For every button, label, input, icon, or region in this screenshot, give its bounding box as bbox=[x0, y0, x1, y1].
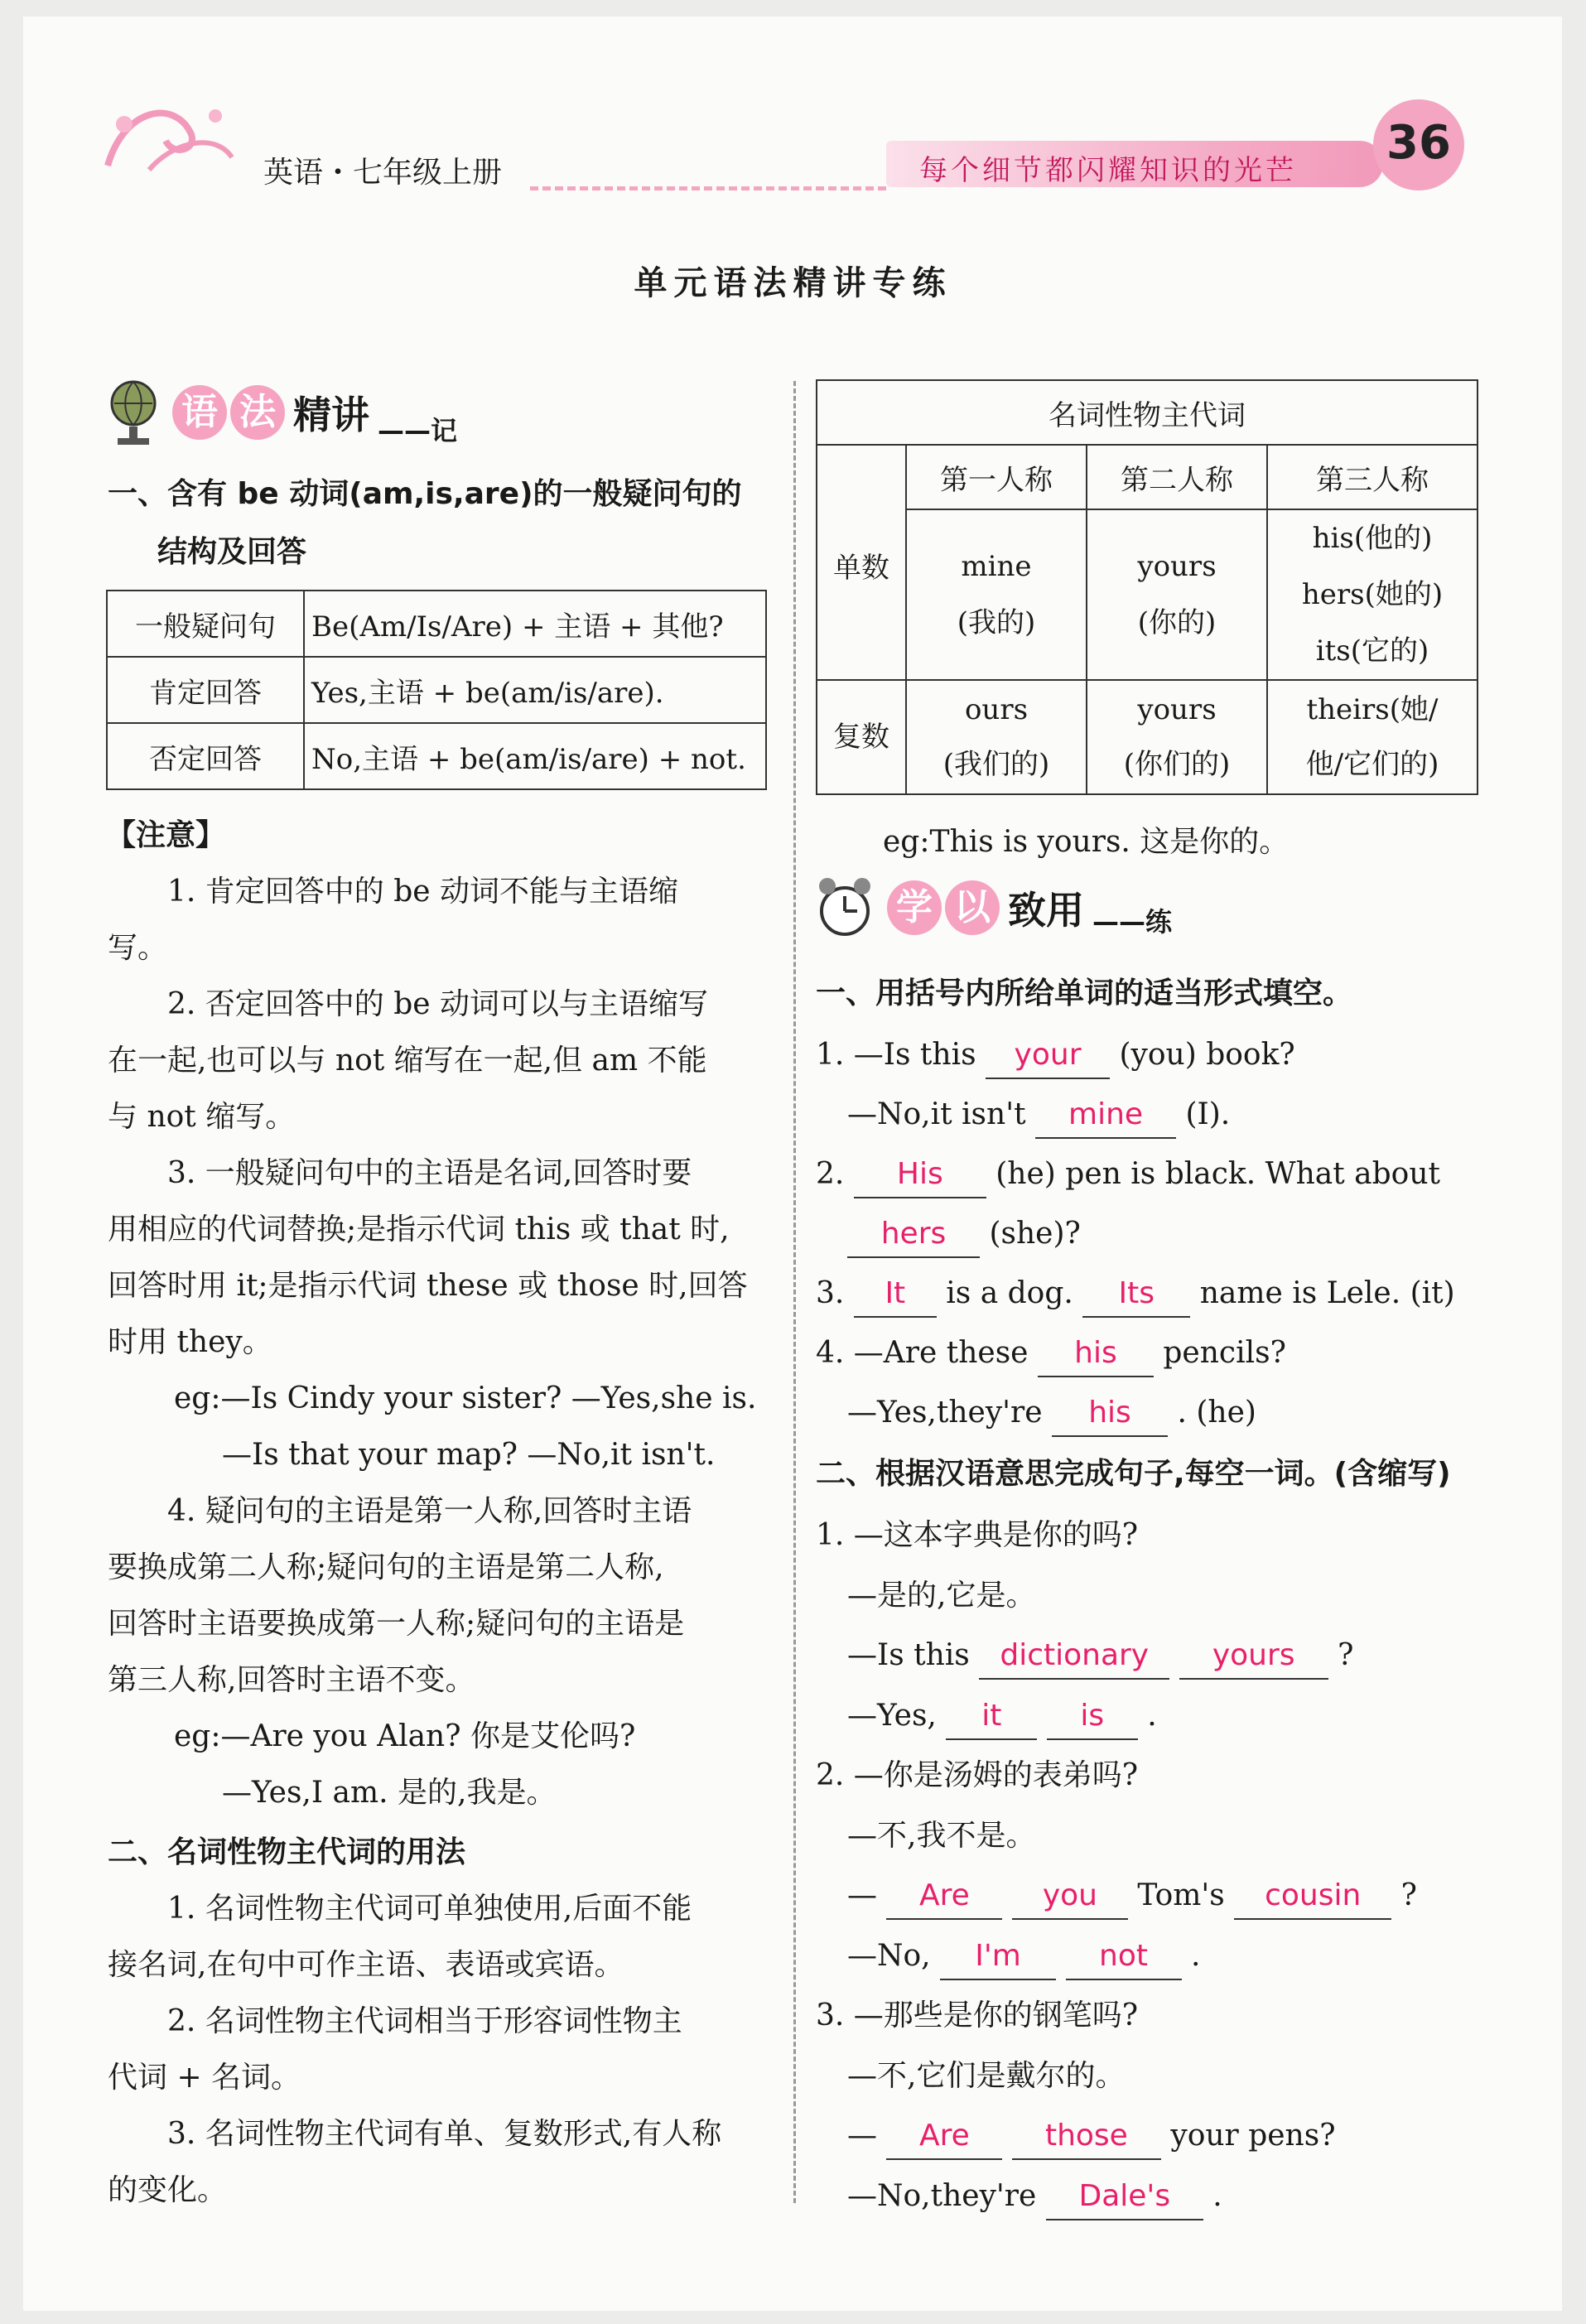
pron-word: yours bbox=[1137, 550, 1217, 583]
header-dashed-rule bbox=[530, 186, 886, 190]
note-line: 写。 bbox=[108, 931, 168, 965]
struct-cell-q-label: 一般疑问句 bbox=[107, 591, 304, 657]
plural-third-cell bbox=[1267, 680, 1478, 794]
book-title: 英语・七年级上册 bbox=[263, 156, 503, 190]
plural-second-cell bbox=[1087, 680, 1267, 794]
pron-gloss: (你们的) bbox=[1123, 748, 1231, 781]
ex2-q2b: —No, I'm not . bbox=[816, 1926, 1478, 1987]
page-number: 36 bbox=[1386, 116, 1451, 170]
answer-blank[interactable]: those bbox=[1012, 2114, 1161, 2160]
ex1-q4a: 4. —Are these his pencils? bbox=[816, 1324, 1478, 1383]
s2-line: 2. 名词性物主代词相当于形容词性物主 bbox=[167, 2004, 682, 2038]
notes-block bbox=[108, 864, 770, 1821]
pron-gloss: (我们的) bbox=[942, 748, 1050, 781]
struct-cell-yes-label: 肯定回答 bbox=[107, 657, 304, 723]
answer-blank[interactable]: is bbox=[1047, 1694, 1138, 1740]
pron-word: mine bbox=[961, 550, 1032, 583]
struct-cell-no-label: 否定回答 bbox=[107, 723, 304, 789]
ex2-q2a: — Are you Tom's cousin ? bbox=[816, 1866, 1478, 1926]
ex1-q1b: —No,it isn't mine (I). bbox=[816, 1085, 1478, 1145]
example-line: eg:—Is Cindy your sister? —Yes,she is. bbox=[174, 1381, 757, 1415]
answer-blank[interactable]: yours bbox=[1179, 1633, 1328, 1680]
plural-label: 复数 bbox=[817, 680, 906, 794]
s2-line: 代词 + 名词。 bbox=[108, 2061, 301, 2095]
note-line: 1. 肯定回答中的 be 动词不能与主语缩 bbox=[167, 875, 679, 909]
note-line: 回答时主语要换成第一人称;疑问句的主语是 bbox=[108, 1607, 685, 1641]
note-line: 要换成第二人称;疑问句的主语是第二人称, bbox=[108, 1550, 664, 1584]
ex2-q2-cn2: —不,我不是。 bbox=[847, 1818, 1036, 1853]
pronoun-example: eg:This is yours. 这是你的。 bbox=[883, 825, 1290, 859]
singular-first-cell bbox=[906, 509, 1087, 680]
head-char-1: 语 bbox=[172, 385, 227, 440]
answer-blank[interactable]: Are bbox=[886, 1873, 1002, 1920]
pron-word: yours bbox=[1137, 693, 1217, 726]
note-line: 4. 疑问句的主语是第一人称,回答时主语 bbox=[167, 1494, 692, 1528]
structure-table bbox=[106, 590, 767, 790]
answer-blank[interactable]: It bbox=[854, 1271, 937, 1318]
singular-second-cell bbox=[1087, 509, 1267, 680]
ex1-heading: 一、用括号内所给单词的适当形式填空。 bbox=[816, 976, 1353, 1010]
answer-blank[interactable]: cousin bbox=[1234, 1873, 1391, 1920]
ex1-q2b: hers (she)? bbox=[816, 1204, 1478, 1264]
globe-icon bbox=[108, 377, 159, 448]
pron-word: its(它的) bbox=[1315, 634, 1429, 668]
ex2-q1a: —Is this dictionary yours ? bbox=[816, 1626, 1478, 1686]
ex2-q1-cn: 1. —这本字典是你的吗? bbox=[816, 1518, 1139, 1552]
ex2-q1-cn2: —是的,它是。 bbox=[847, 1578, 1036, 1613]
s2-line: 3. 名词性物主代词有单、复数形式,有人称 bbox=[167, 2117, 722, 2151]
s2-heading: 二、名词性物主代词的用法 bbox=[108, 1835, 466, 1869]
s2-line: 接名词,在句中可作主语、表语或宾语。 bbox=[108, 1948, 624, 1982]
example-line: —Is that your map? —No,it isn't. bbox=[222, 1438, 716, 1472]
answer-blank[interactable]: mine bbox=[1035, 1092, 1176, 1139]
struct-cell-q: Be(Am/Is/Are) + 主语 + 其他? bbox=[304, 591, 766, 657]
pron-gloss: (你的) bbox=[1137, 606, 1217, 639]
pron-word: theirs(她/ bbox=[1306, 693, 1439, 726]
ex1-q1a: 1. —Is this your (you) book? bbox=[816, 1025, 1478, 1085]
column-divider bbox=[793, 381, 796, 2203]
head-word: 精讲 bbox=[293, 393, 370, 437]
answer-blank[interactable]: dictionary bbox=[979, 1633, 1169, 1680]
header-third-person: 第三人称 bbox=[1267, 445, 1478, 509]
answer-blank[interactable]: hers bbox=[847, 1212, 980, 1258]
answer-blank[interactable]: you bbox=[1012, 1873, 1128, 1920]
answer-blank[interactable]: Its bbox=[1082, 1271, 1190, 1318]
plural-first-cell bbox=[906, 680, 1087, 794]
ex2-q3-cn2: —不,它们是戴尔的。 bbox=[847, 2058, 1126, 2093]
answer-blank[interactable]: I'm bbox=[940, 1934, 1056, 1980]
note-line: 用相应的代词替换;是指示代词 this 或 that 时, bbox=[108, 1213, 730, 1246]
head-char-2: 以 bbox=[945, 880, 1000, 935]
ex1-q2: 2. His (he) pen is black. What about bbox=[816, 1145, 1478, 1204]
note-label: 【注意】 bbox=[106, 818, 226, 852]
pron-word: ours bbox=[964, 693, 1029, 726]
struct-cell-yes: Yes,主语 + be(am/is/are). bbox=[304, 657, 766, 723]
note-line: 与 not 缩写。 bbox=[108, 1100, 296, 1134]
ex1-q3: 3. It is a dog. Its name is Lele. (it) bbox=[816, 1264, 1478, 1324]
answer-blank[interactable]: His bbox=[854, 1152, 986, 1198]
ex2-block bbox=[816, 1506, 1478, 2226]
ex2-q3b: —No,they're Dale's . bbox=[816, 2167, 1478, 2227]
ex2-q2-cn: 2. —你是汤姆的表弟吗? bbox=[816, 1758, 1139, 1792]
floral-ornament-icon bbox=[99, 91, 240, 182]
answer-blank[interactable]: your bbox=[986, 1033, 1110, 1079]
page-title: 单元语法精讲专练 bbox=[634, 263, 952, 302]
s2-line: 1. 名词性物主代词可单独使用,后面不能 bbox=[167, 1892, 692, 1926]
example-line: —Yes,I am. 是的,我是。 bbox=[222, 1776, 557, 1810]
note-line: 时用 they。 bbox=[108, 1325, 272, 1359]
note-line: 在一起,也可以与 not 缩写在一起,但 am 不能 bbox=[108, 1044, 707, 1078]
header-second-person: 第二人称 bbox=[1087, 445, 1267, 509]
example-line: eg:—Are you Alan? 你是艾伦吗? bbox=[174, 1719, 636, 1753]
s2-line: 的变化。 bbox=[108, 2173, 228, 2207]
note-line: 3. 一般疑问句中的主语是名词,回答时要 bbox=[167, 1156, 692, 1190]
pron-word: 他/它们的) bbox=[1305, 748, 1439, 781]
header-first-person: 第一人称 bbox=[906, 445, 1087, 509]
answer-blank[interactable]: it bbox=[946, 1694, 1037, 1740]
ex1-block bbox=[816, 1025, 1478, 1443]
answer-blank[interactable]: Dale's bbox=[1046, 2174, 1203, 2220]
s1-heading-b: 结构及回答 bbox=[157, 535, 307, 569]
singular-third-cell bbox=[1267, 509, 1478, 680]
note-line: 回答时用 it;是指示代词 these 或 those 时,回答 bbox=[108, 1269, 748, 1303]
head-char-2: 法 bbox=[230, 385, 285, 440]
pron-word: his(他的) bbox=[1312, 522, 1433, 555]
singular-label: 单数 bbox=[817, 445, 906, 680]
pronoun-table bbox=[816, 379, 1478, 795]
head-word: 致用 bbox=[1008, 888, 1085, 933]
s1-heading-a: 一、含有 be 动词(am,is,are)的一般疑问句的 bbox=[108, 477, 742, 511]
struct-cell-no: No,主语 + be(am/is/are) + not. bbox=[304, 723, 766, 789]
ex1-q4b: —Yes,they're his . (he) bbox=[816, 1383, 1478, 1443]
head-tail: ——练 bbox=[1092, 906, 1173, 938]
answer-blank[interactable]: not bbox=[1066, 1934, 1182, 1980]
pronoun-table-caption: 名词性物主代词 bbox=[817, 380, 1478, 445]
note-line: 2. 否定回答中的 be 动词可以与主语缩写 bbox=[167, 987, 709, 1021]
ex2-heading: 二、根据汉语意思完成句子,每空一词。(含缩写) bbox=[816, 1457, 1451, 1491]
s2-block bbox=[108, 1881, 770, 2219]
answer-blank[interactable]: his bbox=[1052, 1391, 1168, 1437]
note-line: 第三人称,回答时主语不变。 bbox=[108, 1663, 475, 1697]
head-tail: ——记 bbox=[378, 415, 458, 446]
ex2-q3a: — Are those your pens? bbox=[816, 2106, 1478, 2167]
answer-blank[interactable]: Are bbox=[886, 2114, 1002, 2160]
alarm-clock-icon bbox=[816, 876, 874, 939]
head-char-1: 学 bbox=[887, 880, 942, 935]
answer-blank[interactable]: his bbox=[1038, 1331, 1154, 1377]
practice-section-head bbox=[816, 876, 1172, 939]
grammar-section-head bbox=[108, 377, 457, 448]
header-slogan: 每个细节都闪耀知识的光芒 bbox=[919, 154, 1297, 187]
pron-gloss: (我的) bbox=[957, 606, 1036, 639]
pron-word: hers(她的) bbox=[1301, 578, 1444, 611]
ex2-q3-cn: 3. —那些是你的钢笔吗? bbox=[816, 1999, 1139, 2032]
ex2-q1b: —Yes, it is . bbox=[816, 1686, 1478, 1747]
